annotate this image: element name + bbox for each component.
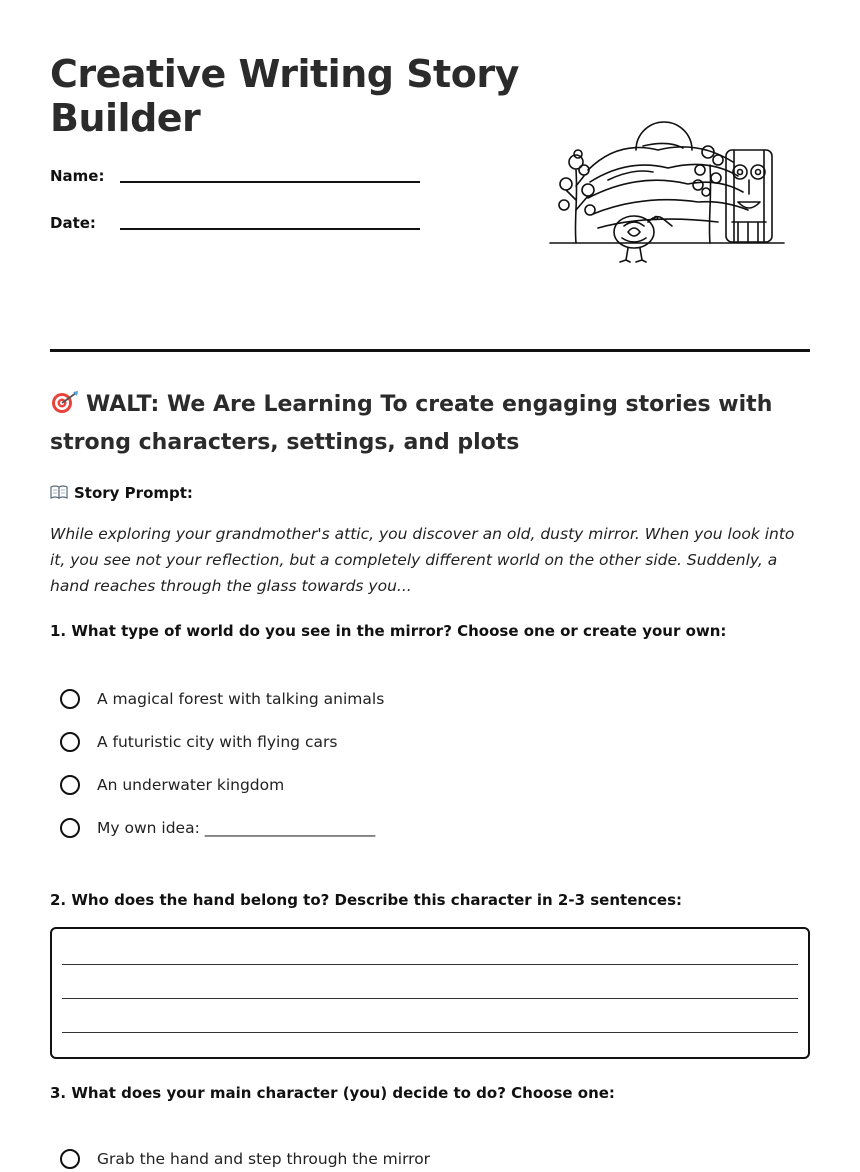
date-line[interactable] (120, 228, 420, 230)
option-label: Grab the hand and step through the mirror (97, 1150, 431, 1168)
q1-option-magical-forest[interactable] (60, 686, 384, 712)
character-answer-box[interactable] (50, 927, 810, 1059)
answer-line (62, 1032, 798, 1033)
target-dart-icon (50, 390, 80, 414)
walt-text: WALT: We Are Learning To create engaging stories with strong characters, settings, and plots (50, 392, 773, 455)
landscape-kiwi-tiki-illustration (548, 110, 788, 270)
story-prompt-text: While exploring your grandmother's attic, you discover an old, dusty mirror. When you look into it, you see not your reflection, but a completely different world on the other side. Suddenly, a hand reaches through the glass towards you... (50, 525, 795, 595)
q1-option-futuristic-city[interactable] (60, 729, 337, 755)
radio-button[interactable] (60, 1149, 80, 1169)
radio-button[interactable] (60, 775, 80, 795)
q3-option-grab-hand[interactable] (60, 1146, 430, 1172)
story-prompt-label (50, 484, 193, 502)
date-label: Date: (50, 214, 96, 232)
page-title: Creative Writing Story Builder (50, 52, 519, 140)
name-line[interactable] (120, 181, 420, 183)
option-label: An underwater kingdom (97, 776, 285, 794)
question-3: 3. What does your main character (you) decide to do? Choose one: (50, 1084, 615, 1102)
section-divider (50, 349, 810, 352)
question-2: 2. Who does the hand belong to? Describe this character in 2-3 sentences: (50, 891, 683, 909)
radio-button[interactable] (60, 818, 80, 838)
walt-heading (50, 386, 810, 462)
q1-option-own-idea[interactable] (60, 815, 375, 841)
answer-line (62, 998, 798, 999)
answer-line (62, 964, 798, 965)
option-label: A futuristic city with flying cars (97, 733, 338, 751)
radio-button[interactable] (60, 689, 80, 709)
date-field[interactable] (50, 214, 420, 244)
radio-button[interactable] (60, 732, 80, 752)
name-field[interactable] (50, 167, 420, 197)
story-prompt-label-text: Story Prompt: (74, 484, 193, 502)
question-1: 1. What type of world do you see in the mirror? Choose one or create your own: (50, 622, 727, 640)
q1-option-underwater-kingdom[interactable] (60, 772, 284, 798)
name-label: Name: (50, 167, 105, 185)
option-label: A magical forest with talking animals (97, 690, 385, 708)
option-label: My own idea: ______________________ (97, 819, 376, 837)
open-book-icon (50, 485, 68, 499)
